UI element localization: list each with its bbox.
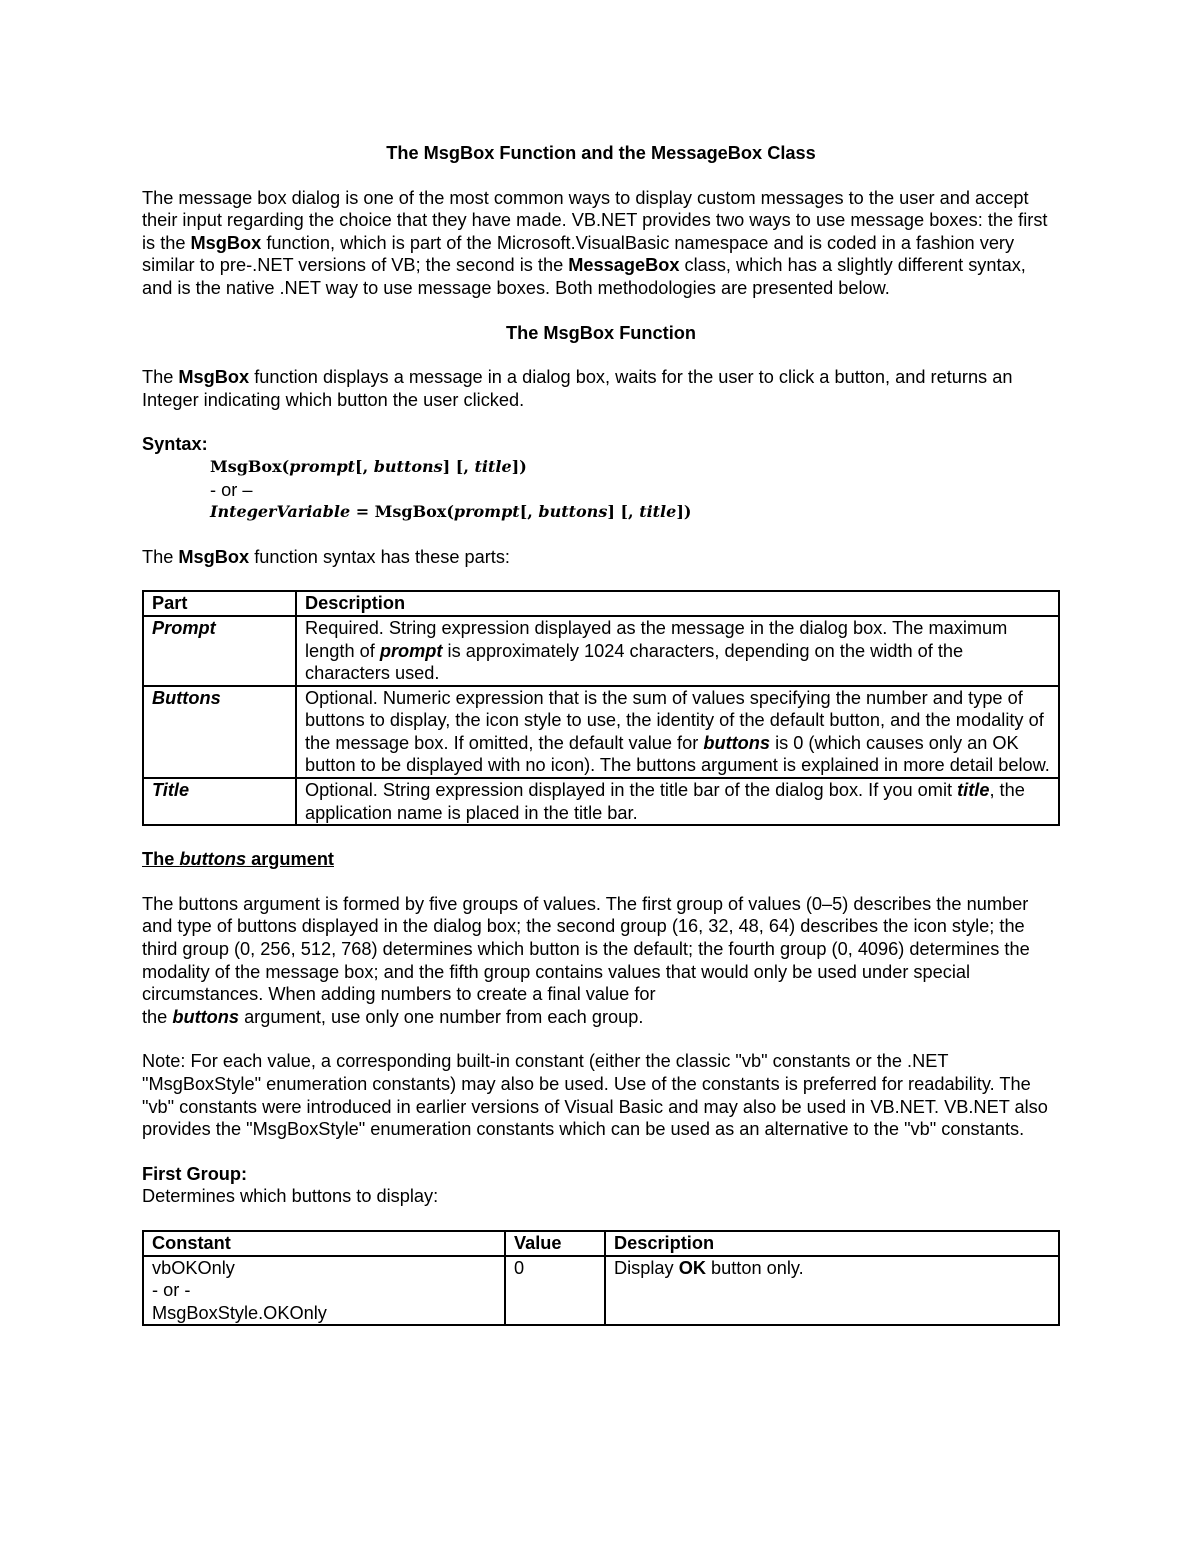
constant-cell: vbOKOnly - or - MsgBoxStyle.OKOnly	[143, 1256, 505, 1326]
intro-paragraph: The message box dialog is one of the most common ways to display custom messages to the user and accept their input regarding the choice that they have made. VB.NET provides two ways to use message boxes: the first is the MsgBox function, which is part of the Microsoft.VisualBasic namespace and is coded in a fashion very similar to pre-.NET versions of VB; the second is the MessageBox class, which has a slightly different syntax, and is the native .NET way to use message boxes. Both methodologies are presented below.	[142, 187, 1048, 298]
description-title: Optional. String expression displayed in the title bar of the dialog box. If you omit title, the application name is placed in the title bar.	[296, 778, 1059, 825]
syntax-or: - or –	[210, 479, 253, 500]
syntax-line-1: MsgBox(prompt[, buttons] [, title])	[210, 456, 527, 476]
first-group-table	[142, 1230, 1060, 1326]
syntax-label: Syntax:	[142, 434, 208, 455]
header-description: Description	[296, 591, 1059, 616]
document-title: The MsgBox Function and the MessageBox Class	[386, 143, 816, 163]
description-prompt: Required. String expression displayed as the message in the dialog box. The maximum length of prompt is approximately 1024 characters, depending on the width of the characters used.	[296, 616, 1059, 686]
first-group-heading: First Group:	[142, 1163, 248, 1184]
msgbox-description: The MsgBox function displays a message in a dialog box, waits for the user to click a button, and returns an Integer indicating which button the user clicked.	[142, 367, 1013, 410]
description-cell: Display OK button only.	[605, 1256, 1059, 1326]
header-part: Part	[143, 591, 296, 616]
part-prompt: Prompt	[143, 616, 296, 686]
first-group-subtitle: Determines which buttons to display:	[142, 1186, 439, 1207]
table-row	[143, 616, 1059, 686]
buttons-argument-heading: The buttons argument	[142, 849, 334, 870]
syntax-line-2: IntegerVariable = MsgBox(prompt[, buttons] [, title])	[210, 502, 692, 522]
syntax-block	[142, 433, 1060, 523]
header-description: Description	[605, 1231, 1059, 1256]
part-title: Title	[143, 778, 296, 825]
table-row	[143, 778, 1059, 825]
document-page	[142, 142, 1060, 1348]
section-title-msgbox-function: The MsgBox Function	[506, 322, 696, 343]
description-buttons: Optional. Numeric expression that is the sum of values specifying the number and type of buttons to display, the icon style to use, the identity of the default button, and the modality of the message box. If omitted, the default value for buttons is 0 (which causes only an OK button to be displayed with no icon). The buttons argument is explained in more detail below.	[296, 686, 1059, 778]
table-row	[143, 1256, 1059, 1326]
note-paragraph: Note: For each value, a corresponding built-in constant (either the classic "vb" constants or the .NET "MsgBoxStyle" enumeration constants) may also be used. Use of the constants is preferred for readability. The "vb" constants were introduced in earlier versions of Visual Basic and may also be used in VB.NET. VB.NET also provides the "MsgBoxStyle" enumeration constants which can be used as an alternative to the "vb" constants.	[142, 1051, 1048, 1140]
value-cell: 0	[505, 1256, 605, 1326]
buttons-argument-paragraph: The buttons argument is formed by five groups of values. The first group of values (0–5) describes the number and type of buttons displayed in the dialog box; the second group (16, 32, 48, 64) describes the icon style; the third group (0, 256, 512, 768) determines which button is the default; the fourth group (0, 4096) determines the modality of the message box; and the fifth group contains values that would only be used under special circumstances. When adding numbers to create a final value for the buttons argument, use only one number from each group.	[142, 893, 1030, 1027]
header-value: Value	[505, 1231, 605, 1256]
table-row	[143, 686, 1059, 778]
parts-table	[142, 590, 1060, 826]
table-header-row	[143, 591, 1059, 616]
part-buttons: Buttons	[143, 686, 296, 778]
parts-intro: The MsgBox function syntax has these parts:	[142, 546, 510, 567]
table-header-row	[143, 1231, 1059, 1256]
header-constant: Constant	[143, 1231, 505, 1256]
